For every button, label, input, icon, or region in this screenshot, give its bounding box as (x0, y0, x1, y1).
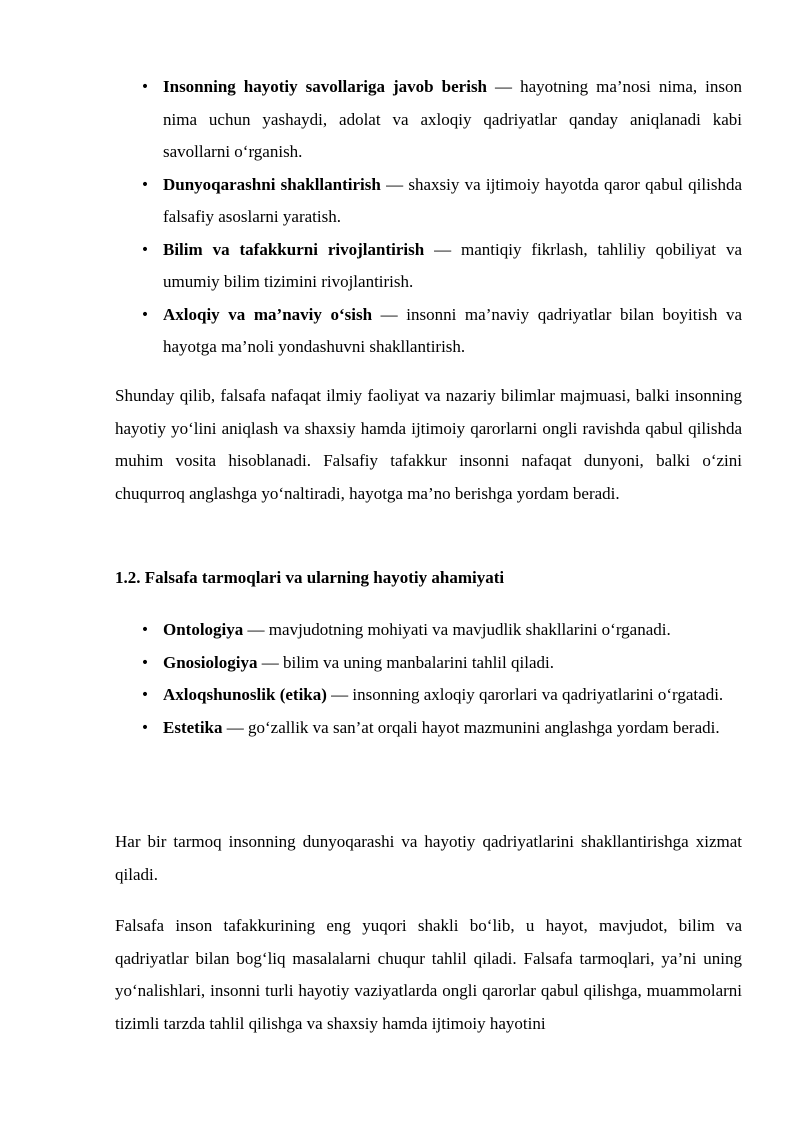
list-item-term: Bilim va tafakkurni rivojlantirish (163, 239, 425, 259)
list-item-term: Dunyoqarashni shakllantirish (163, 174, 381, 194)
bullet-icon: • (140, 719, 150, 736)
list-item-desc: — mavjudotning mohiyati va mavjudlik shakllarini o‘rganadi. (243, 620, 671, 639)
list-item-desc: — bilim va uning manbalarini tahlil qiladi. (257, 652, 554, 672)
bullet-icon: • (140, 654, 150, 671)
bullet-icon: • (140, 306, 150, 323)
paragraph-conclusion: Falsafa inson tafakkurining eng yuqori shakli bo‘lib, u hayot, mavjudot, bilim va qadriyatlar bilan bog‘liq masalalarni chuqur tahlil qiladi. Falsafa tarmoqlari, ya’ni uning yo‘nalishlari, insonni turli hayotiy vaziyatlarda ongli qarorlar qabul qilishga, muammolarni tizimli tarzda tahlil qilishga va shaxsiy hamda ijtimoiy hayotini (115, 916, 742, 1033)
list-item-desc: — insonni ma’naviy qadriyatlar bilan boyitish va hayotga ma’noli yondashuvni shakllantirish. (163, 304, 742, 356)
list-item (115, 647, 742, 680)
list-item-term: Insonning hayotiy savollariga javob berish (163, 77, 488, 96)
list-item-desc: — mantiqiy fikrlash, tahliliy qobiliyat va umumiy bilim tizimini rivojlantirish. (163, 239, 742, 291)
bullet-icon: • (140, 622, 150, 638)
paragraph-summary: Shunday qilib, falsafa nafaqat ilmiy faoliyat va nazariy bilimlar majmuasi, balki insonning hayotiy yo‘lini aniqlash va shaxsiy hamda ijtimoiy qarorlarni ongli ravishda qabul qilishda muhim vosita hisoblanadi. Falsafiy tafakkur insonni nafaqat dunyoni, balki o‘zini chuqurroq anglashga yo‘naltiradi, hayotga ma’no berishga yordam beradi. (115, 386, 742, 503)
list-item-term: Estetika (163, 717, 223, 737)
list-item (115, 71, 742, 169)
paragraph-branches: Har bir tarmoq insonning dunyoqarashi va hayotiy qadriyatlarini shakllantirishga xizmat qiladi. (115, 832, 742, 884)
list-item (115, 679, 742, 712)
list-item-term: Ontologiya (163, 620, 244, 639)
list-item (115, 614, 742, 647)
list-item-term: Axloqiy va ma’naviy o‘sish (163, 304, 373, 324)
branches-list (115, 614, 742, 744)
bullet-icon: • (140, 79, 150, 95)
bullet-icon: • (140, 241, 150, 258)
list-item (115, 299, 742, 364)
list-item-desc: — go‘zallik va san’at orqali hayot mazmunini anglashga yordam beradi. (222, 717, 720, 737)
list-item-term: Axloqshunoslik (etika) (163, 685, 327, 704)
list-item-desc: — hayotning ma’nosi nima, inson nima uchun yashaydi, adolat va axloqiy qadriyatlar qanday aniqlanadi kabi savollarni o‘rganish. (163, 77, 742, 161)
list-item-desc: — insonning axloqiy qarorlari va qadriyatlarini o‘rgatadi. (326, 685, 724, 704)
goals-list (115, 71, 742, 364)
list-item (115, 169, 742, 234)
bullet-icon: • (140, 176, 150, 193)
list-item (115, 234, 742, 299)
bullet-icon: • (140, 687, 150, 703)
list-item-desc: — shaxsiy va ijtimoiy hayotda qaror qabul qilishda falsafiy asoslarni yaratish. (163, 174, 742, 226)
list-item (115, 712, 742, 745)
list-item-term: Gnosiologiya (163, 652, 258, 672)
section-heading: 1.2. Falsafa tarmoqlari va ularning hayotiy ahamiyati (115, 568, 505, 587)
